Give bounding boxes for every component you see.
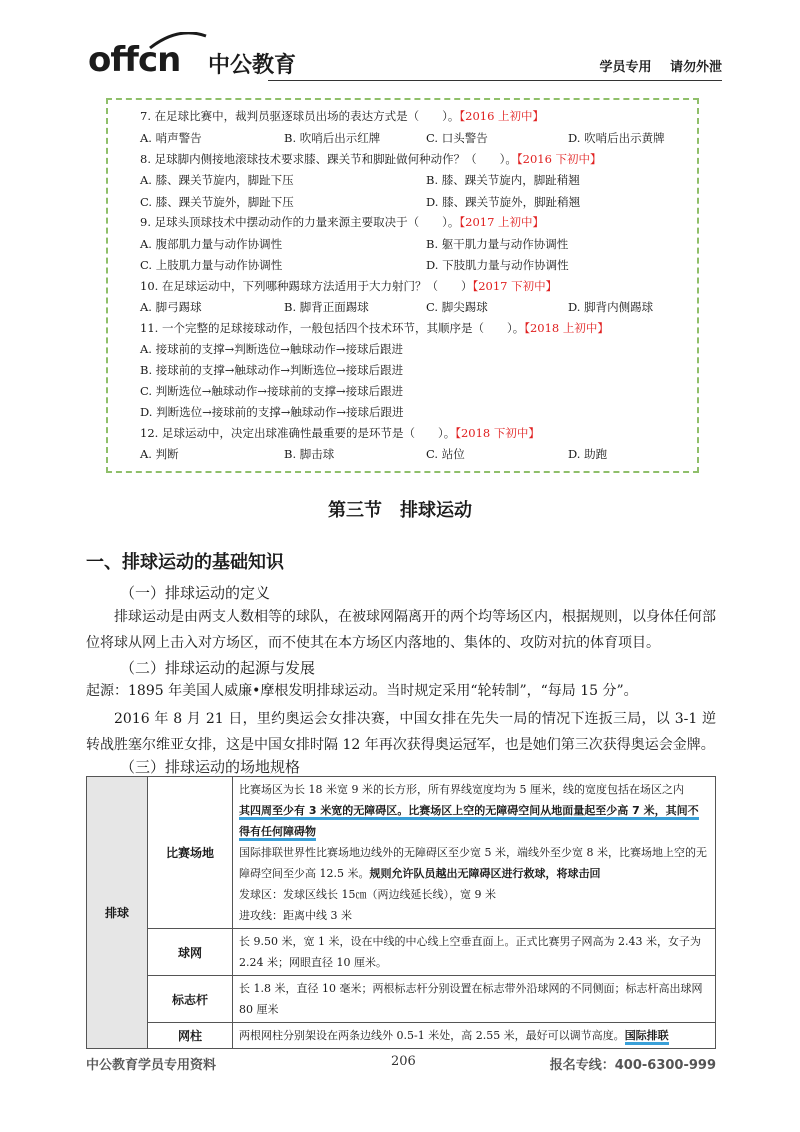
page-header [88,34,722,82]
court-text: 国际排联世界性比赛场地边线外的无障碍区至少宽 5 米，端线外至少宽 8 米，比赛场地上空的无障碍空间至少高 12.5 米。规则允许队员越出无障碍区进行救球，将球击回 [239,846,707,880]
question-option: B. 脚击球 [284,447,335,461]
exam-tag: 【2017 上初中】 [459,215,545,229]
table-row [87,976,716,1023]
question-option: C. 判断选位→触球动作→接球前的支撑→接球后跟进 [140,384,404,398]
court-text: 发球区：发球区线长 15㎝（两边线延长线），宽 9 米 [239,888,496,901]
logo-chinese: 中公教育 [208,53,297,78]
footer-hotline: 报名专线：400-6300-999 [549,1058,716,1073]
court-highlight: 其四周至少有 3 米宽的无障碍区。比赛场区上空的无障碍空间从地面量起至少高 7 米，其间不得有任何障碍物 [239,800,709,842]
question-option: B. 脚背正面踢球 [284,300,369,314]
exam-tag: 【2016 下初中】 [516,152,602,166]
table-row [87,929,716,976]
question-option: A. 哨声警告 [140,131,202,145]
subheading-definition: （一）排球运动的定义 [120,584,271,602]
question-option: A. 腹部肌力量与动作协调性 [140,237,283,251]
court-spec-table [86,776,716,1049]
question-box [106,98,699,473]
question-option: B. 躯干肌力量与动作协调性 [426,237,569,251]
question-stem: 9. 足球头顶球技术中摆动动作的力量来源主要取决于（ ）。【2017 上初中】 [140,215,545,229]
question-stem: 7. 在足球比赛中，裁判员驱逐球员出场的表达方式是（ ）。【2016 上初中】 [140,109,545,123]
section-title: 第三节 排球运动 [328,500,472,521]
question-option: B. 膝、踝关节旋内，脚趾稍翘 [426,173,580,187]
question-option: C. 站位 [426,447,465,461]
heading-basics: 一、排球运动的基础知识 [86,552,284,573]
row-label-net: 球网 [148,929,233,976]
question-option: D. 脚背内侧踢球 [568,300,654,314]
footer-left: 中公教育学员专用资料 [86,1058,217,1073]
table-row [87,1023,716,1049]
paragraph-olympic: 2016 年 8 月 21 日，里约奥运会女排决赛，中国女排在先失一局的情况下连扳三局，以 3-1 逆转战胜塞尔维亚女排，这是中国女排时隔 12 年再次获得奥运冠军，也是她们第三次获得奥运会金牌。 [86,711,716,753]
header-tag-students: 学员专用 [599,60,652,75]
row-label-post: 网柱 [148,1023,233,1049]
paragraph-origin: 起源：1895 年美国人威廉•摩根发明排球运动。当时规定采用“轮转制”，“每局 15 分”。 [86,683,638,699]
court-text: 比赛场区为长 18 米宽 9 米的长方形，所有界线宽度均为 5 厘米，线的宽度包括在场区之内 [239,783,684,796]
question-option: A. 膝、踝关节旋内，脚趾下压 [140,173,294,187]
header-tag-confidential: 请勿外泄 [669,60,722,75]
subheading-court: （三）排球运动的场地规格 [120,758,301,776]
question-option: D. 膝、踝关节旋外，脚趾稍翘 [426,195,581,209]
question-option: B. 吹哨后出示红牌 [284,131,381,145]
question-stem: 10. 在足球运动中，下列哪种踢球方法适用于大力射门？（ ）【2017 下初中】 [140,279,558,293]
question-option: D. 判断选位→接球前的支撑→触球动作→接球后跟进 [140,405,404,419]
question-option: C. 脚尖踢球 [426,300,488,314]
header-tags [585,56,722,75]
question-stem: 11. 一个完整的足球接球动作，一般包括四个技术环节，其顺序是（ ）。【2018 上初中】 [140,321,609,335]
question-option: C. 膝、踝关节旋外，脚趾下压 [140,195,294,209]
paragraph-definition: 排球运动是由两支人数相等的球队，在被球网隔离开的两个均等场区内，根据规则，以身体任何部位将球从网上击入对方场区，而不使其在本方场区内落地的、集体的、攻防对抗的体育项目。 [86,609,716,651]
exam-tag: 【2016 上初中】 [459,109,545,123]
question-stem: 8. 足球脚内侧接地滚球技术要求膝、踝关节和脚趾做何种动作？（ ）。【2016 下初中】 [140,152,602,166]
question-stem: 12. 足球运动中，决定出球准确性最重要的是环节是（ ）。【2018 下初中】 [140,426,540,440]
exam-tag: 【2017 下初中】 [472,279,558,293]
question-option: A. 判断 [140,447,179,461]
page-number: 206 [391,1054,416,1069]
logo-latin: offcn [88,40,181,80]
row-content-post: 两根网柱分别架设在两条边线外 0.5-1 米处，高 2.55 米，最好可以调节高度。国际排联 [233,1023,716,1049]
table-category: 排球 [87,777,148,1049]
question-option: C. 口头警告 [426,131,488,145]
exam-tag: 【2018 上初中】 [524,321,609,335]
row-content-antenna: 长 1.8 米，直径 10 毫米；两根标志杆分别设置在标志带外沿球网的不同侧面；标志杆高出球网 80 厘米 [233,976,716,1023]
table-row [87,777,716,929]
exam-tag: 【2018 下初中】 [455,426,540,440]
question-option: A. 脚弓踢球 [140,300,202,314]
row-label-court: 比赛场地 [148,777,233,929]
question-option: D. 吹哨后出示黄牌 [568,131,665,145]
header-rule [268,80,722,81]
question-option: A. 接球前的支撑→判断选位→触球动作→接球后跟进 [140,342,404,356]
row-content-court [233,777,716,929]
question-option: B. 接球前的支撑→触球动作→判断选位→接球后跟进 [140,363,404,377]
court-text: 进攻线：距离中线 3 米 [239,909,352,922]
row-label-antenna: 标志杆 [148,976,233,1023]
subheading-origin: （二）排球运动的起源与发展 [120,659,316,677]
question-option: C. 上肢肌力量与动作协调性 [140,258,283,272]
question-option: D. 助跑 [568,447,608,461]
row-content-net: 长 9.50 米，宽 1 米，设在中线的中心线上空垂直面上。正式比赛男子网高为 2.43 米，女子为 2.24 米；网眼直径 10 厘米。 [233,929,716,976]
question-option: D. 下肢肌力量与动作协调性 [426,258,569,272]
